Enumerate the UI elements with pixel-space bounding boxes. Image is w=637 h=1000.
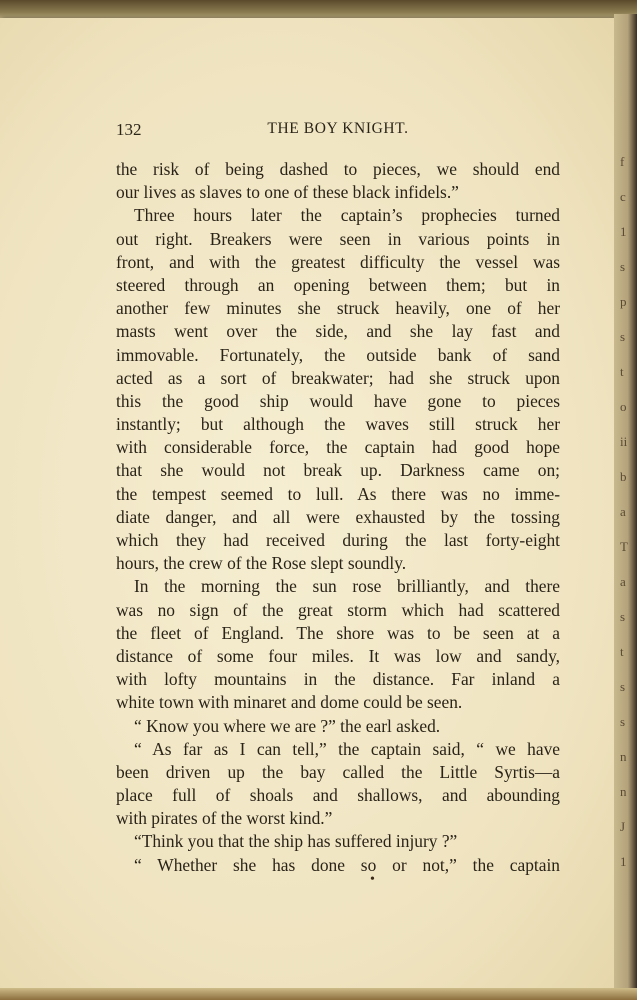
text-line: this the good ship would have gone to pieces [116, 390, 560, 411]
text-line: diate danger, and all were exhausted by the tossing [116, 506, 560, 527]
text-line: which they had received during the last forty-eight [116, 530, 560, 550]
text-line: masts went over the side, and she lay fast and [116, 321, 560, 342]
facing-page-fragment: s [620, 609, 626, 624]
facing-page-fragment: n [620, 749, 627, 764]
facing-page-fragment: t [620, 364, 624, 379]
page-header [116, 120, 560, 142]
printer-mark: • [370, 872, 375, 887]
body-text [116, 158, 560, 877]
text-line: with lofty mountains in the distance. Far inland a [116, 669, 560, 690]
text-line: the risk of being dashed to pieces, we should end [116, 159, 560, 179]
text-line: the tempest seemed to lull. As there was no imme- [116, 483, 560, 504]
text-line: another few minutes she struck heavily, one of her [116, 298, 560, 319]
text-line: that she would not break up. Darkness came on; [116, 460, 560, 481]
facing-page-fragment: p [620, 294, 627, 309]
text-line: the fleet of England. The shore was to be seen at a [116, 622, 560, 643]
facing-page-fragment: a [620, 504, 626, 519]
facing-page-fragment: o [620, 399, 627, 414]
text-line: “ Whether she has done so or not,” the captain [134, 854, 560, 875]
text-line: our lives as slaves to one of these black infidels.” [116, 182, 459, 203]
text-line: “ As far as I can tell,” the captain said, “ we have [134, 738, 560, 759]
text-line: In the morning the sun rose brilliantly, and there [134, 576, 560, 597]
facing-page-fragment: s [620, 714, 626, 729]
facing-page-fragment: t [620, 644, 624, 659]
text-line: with considerable force, the captain had good hope [116, 437, 560, 458]
text-line: place full of shoals and shallows, and abounding [116, 785, 560, 806]
text-line: with pirates of the worst kind.” [116, 808, 333, 829]
facing-page-fragment: a [620, 574, 626, 589]
facing-page-fragment: 1 [620, 224, 627, 239]
book-bottom-edge [0, 988, 637, 1000]
facing-page-fragment: s [620, 329, 626, 344]
facing-page-fragment: s [620, 259, 626, 274]
facing-page-fragment: f [620, 154, 625, 169]
text-line: “ Know you where we are ?” the earl asked. [134, 715, 441, 736]
text-line: front, and with the greatest difficulty the vessel was [116, 251, 560, 272]
text-line: distance of some four miles. It was low and sandy, [116, 645, 560, 666]
text-line: been driven up the bay called the Little Syrtis—a [116, 761, 560, 782]
text-line: instantly; but although the waves still struck her [116, 414, 560, 435]
text-line: steered through an opening between them; but in [116, 274, 560, 295]
facing-page-fragment: ii [620, 434, 628, 449]
facing-page-fragment: b [620, 469, 627, 484]
page-number: 132 [116, 120, 142, 139]
text-line: Three hours later the captain’s prophecies turned [134, 205, 560, 226]
facing-page-fragment: T [620, 539, 628, 554]
text-line: was no sign of the great storm which had scattered [116, 599, 560, 620]
text-line: “Think you that the ship has suffered injury ?” [134, 831, 458, 852]
facing-page-fragment: s [620, 679, 626, 694]
text-line: out right. Breakers were seen in various points in [116, 228, 560, 249]
facing-page-fragment: n [620, 784, 627, 799]
facing-page-fragment: J [620, 819, 626, 834]
text-line: immovable. Fortunately, the outside bank of sand [116, 344, 560, 365]
text-line: hours, the crew of the Rose slept soundly. [116, 553, 407, 574]
facing-page-fragment: 1 [620, 854, 627, 869]
text-line: acted as a sort of breakwater; had she struck upon [116, 367, 560, 388]
facing-page-fragment: c [620, 189, 626, 204]
facing-page-edge [614, 14, 637, 994]
text-line: white town with minaret and dome could be seen. [116, 692, 463, 713]
running-head: THE BOY KNIGHT. [267, 120, 409, 137]
